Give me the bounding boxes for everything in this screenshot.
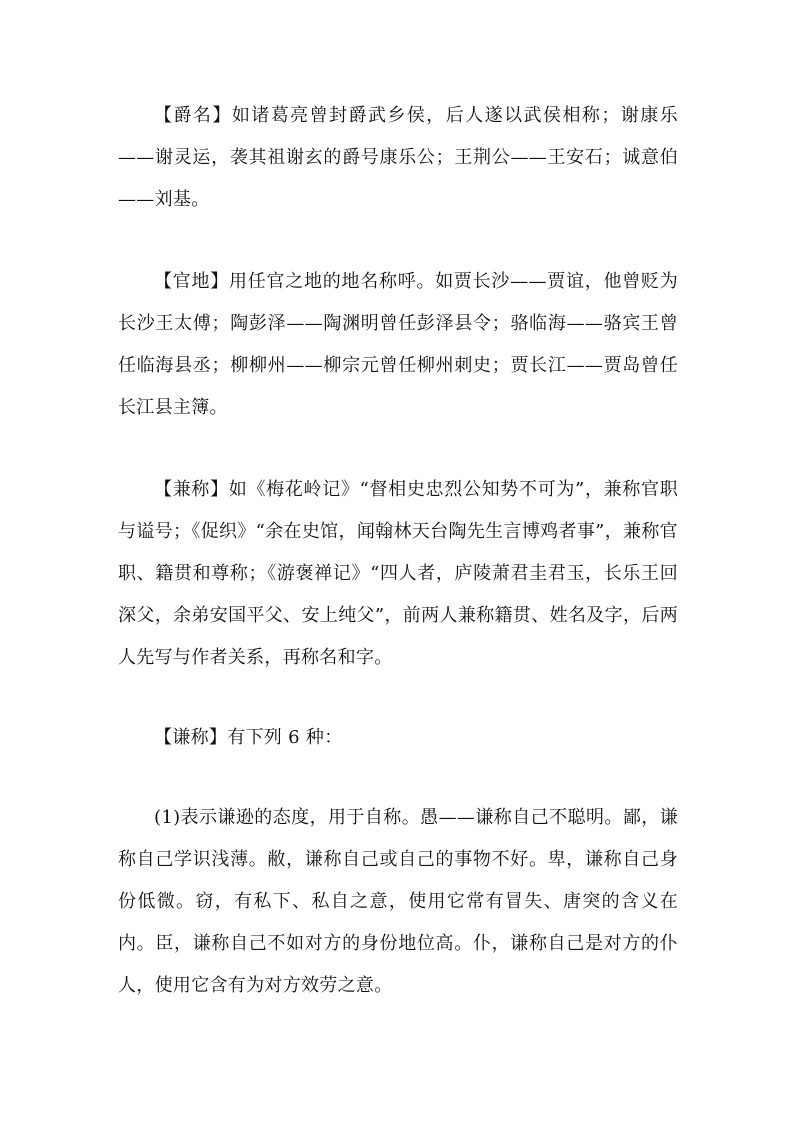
document-page — [118, 95, 678, 1007]
paragraph-text: 有下列 6 种： — [227, 727, 343, 748]
paragraph-tag: 【谦称】 — [154, 727, 228, 748]
paragraph-item-1 — [118, 797, 678, 1007]
paragraph-guandi — [118, 261, 678, 429]
paragraph-qiancheng — [118, 717, 678, 759]
paragraph-tag: 【兼称】 — [154, 479, 229, 500]
paragraph-text: (1)表示谦逊的态度，用于自称。愚——谦称自己不聪明。鄙，谦称自己学识浅薄。敝，谦称自己或自己的事物不好。卑，谦称自己身份低微。窃，有私下、私自之意，使用它常有冒失、唐突的含义在内。臣，谦称自己不如对方的身份地位高。仆，谦称自己是对方的仆人，使用它含有为对方效劳之意。 — [118, 807, 678, 996]
paragraph-jueming — [118, 95, 678, 221]
paragraph-text: 用任官之地的地名称呼。如贾长沙——贾谊，他曾贬为长沙王太傅；陶彭泽——陶渊明曾任彭泽县令；骆临海——骆宾王曾任临海县丞；柳柳州——柳宗元曾任柳州刺史；贾长江——贾岛曾任长江县主簿。 — [118, 271, 678, 418]
paragraph-tag: 【官地】 — [154, 271, 229, 292]
paragraph-tag: 【爵名】 — [154, 105, 232, 126]
paragraph-jiancheng — [118, 469, 678, 679]
paragraph-text: 如诸葛亮曾封爵武乡侯，后人遂以武侯相称；谢康乐——谢灵运，袭其祖谢玄的爵号康乐公；王荆公——王安石；诚意伯——刘基。 — [118, 105, 679, 210]
paragraph-text: 如《梅花岭记》“督相史忠烈公知势不可为”，兼称官职与谥号；《促织》“余在史馆，闻翰林天台陶先生言博鸡者事”，兼称官职、籍贯和尊称；《游褒禅记》“四人者，庐陵萧君圭君玉，长乐王回深父，余弟安国平父、安上纯父”，前两人兼称籍贯、姓名及字，后两人先写与作者关系，再称名和字。 — [118, 479, 679, 668]
